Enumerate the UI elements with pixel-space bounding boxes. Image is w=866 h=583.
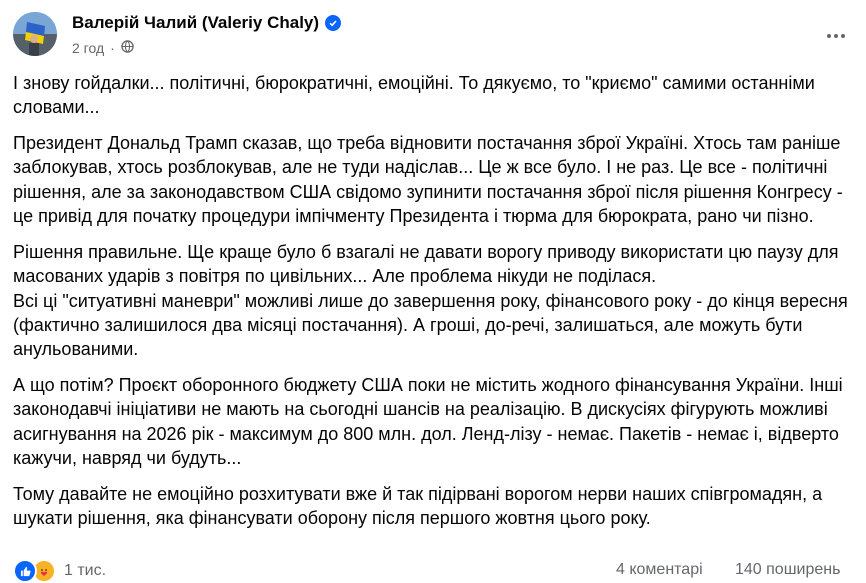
post-timestamp[interactable]: 2 год bbox=[72, 40, 105, 56]
post-paragraph: А що потім? Проєкт оборонного бюджету США поки не містить жодного фінансування України. Інші законодавчі ініціативи не мають на сьогодні шансів на реалізацію. В дискусіях фігурують можливі асигнування на 2026 рік - максимум до 800 млн. дол. Ленд-лізу - немає. Пакетів - немає і, відверто кажучи, навряд чи будуть... bbox=[13, 375, 843, 468]
more-options-icon bbox=[827, 34, 831, 38]
more-options-button[interactable] bbox=[822, 24, 850, 48]
shares-count[interactable]: 140 поширень bbox=[735, 561, 841, 578]
comments-count[interactable]: 4 коментарі bbox=[616, 561, 703, 578]
avatar-photo bbox=[13, 12, 57, 56]
post-meta bbox=[72, 40, 134, 56]
globe-icon bbox=[121, 40, 134, 56]
post-footer bbox=[0, 556, 866, 581]
like-icon bbox=[13, 559, 37, 583]
author-name[interactable]: Валерій Чалий (Valeriy Chaly) bbox=[72, 13, 320, 32]
reaction-count: 1 тис. bbox=[64, 562, 107, 579]
post-paragraph: Президент Дональд Трамп сказав, що треба відновити постачання зброї Україні. Хтось там раніше заблокував, хтось розблокував, але не туди надіслав... Це ж все було. І не раз. Це все - політичні рішення, але за законодавством США свідомо зупинити постачання зброї після рішення Конгресу - це привід для початку процедури імпічменту Президента і тюрма для бюрократа, рано чи пізно. bbox=[13, 133, 843, 227]
post-header bbox=[0, 0, 866, 66]
separator-dot: · bbox=[110, 40, 115, 56]
post-paragraph-text: Рішення правильне. Ще краще було б взагалі не давати ворогу приводу використати цю паузу для масованих ударів з повітря по цивільних... Але проблема нікуди не поділася. Всі ці "ситуативні маневри" можливі лише до завершення року, фінансового року - до кінця вересня (фактично залишилося два місяці постачання). А гроші, до-речі, залишаться, але можуть бути анульованими. bbox=[13, 241, 848, 360]
post-paragraph: І знову гойдалки... політичні, бюрократичні, емоційні. То дякуємо, то "криємо" самими останніми словами... bbox=[13, 73, 815, 118]
post-body bbox=[13, 71, 858, 542]
author-avatar[interactable] bbox=[13, 12, 57, 56]
post-paragraph: Тому давайте не емоційно розхитувати вже й так підірвані ворогом нерви наших співгромадян, а шукати рішення, яка фінансувати оборону після першого жовтня цього року. bbox=[13, 483, 823, 529]
post-paragraph bbox=[13, 240, 858, 361]
verified-badge-icon bbox=[325, 15, 341, 31]
author-name-row bbox=[72, 13, 341, 33]
reactions-summary[interactable] bbox=[13, 559, 106, 583]
